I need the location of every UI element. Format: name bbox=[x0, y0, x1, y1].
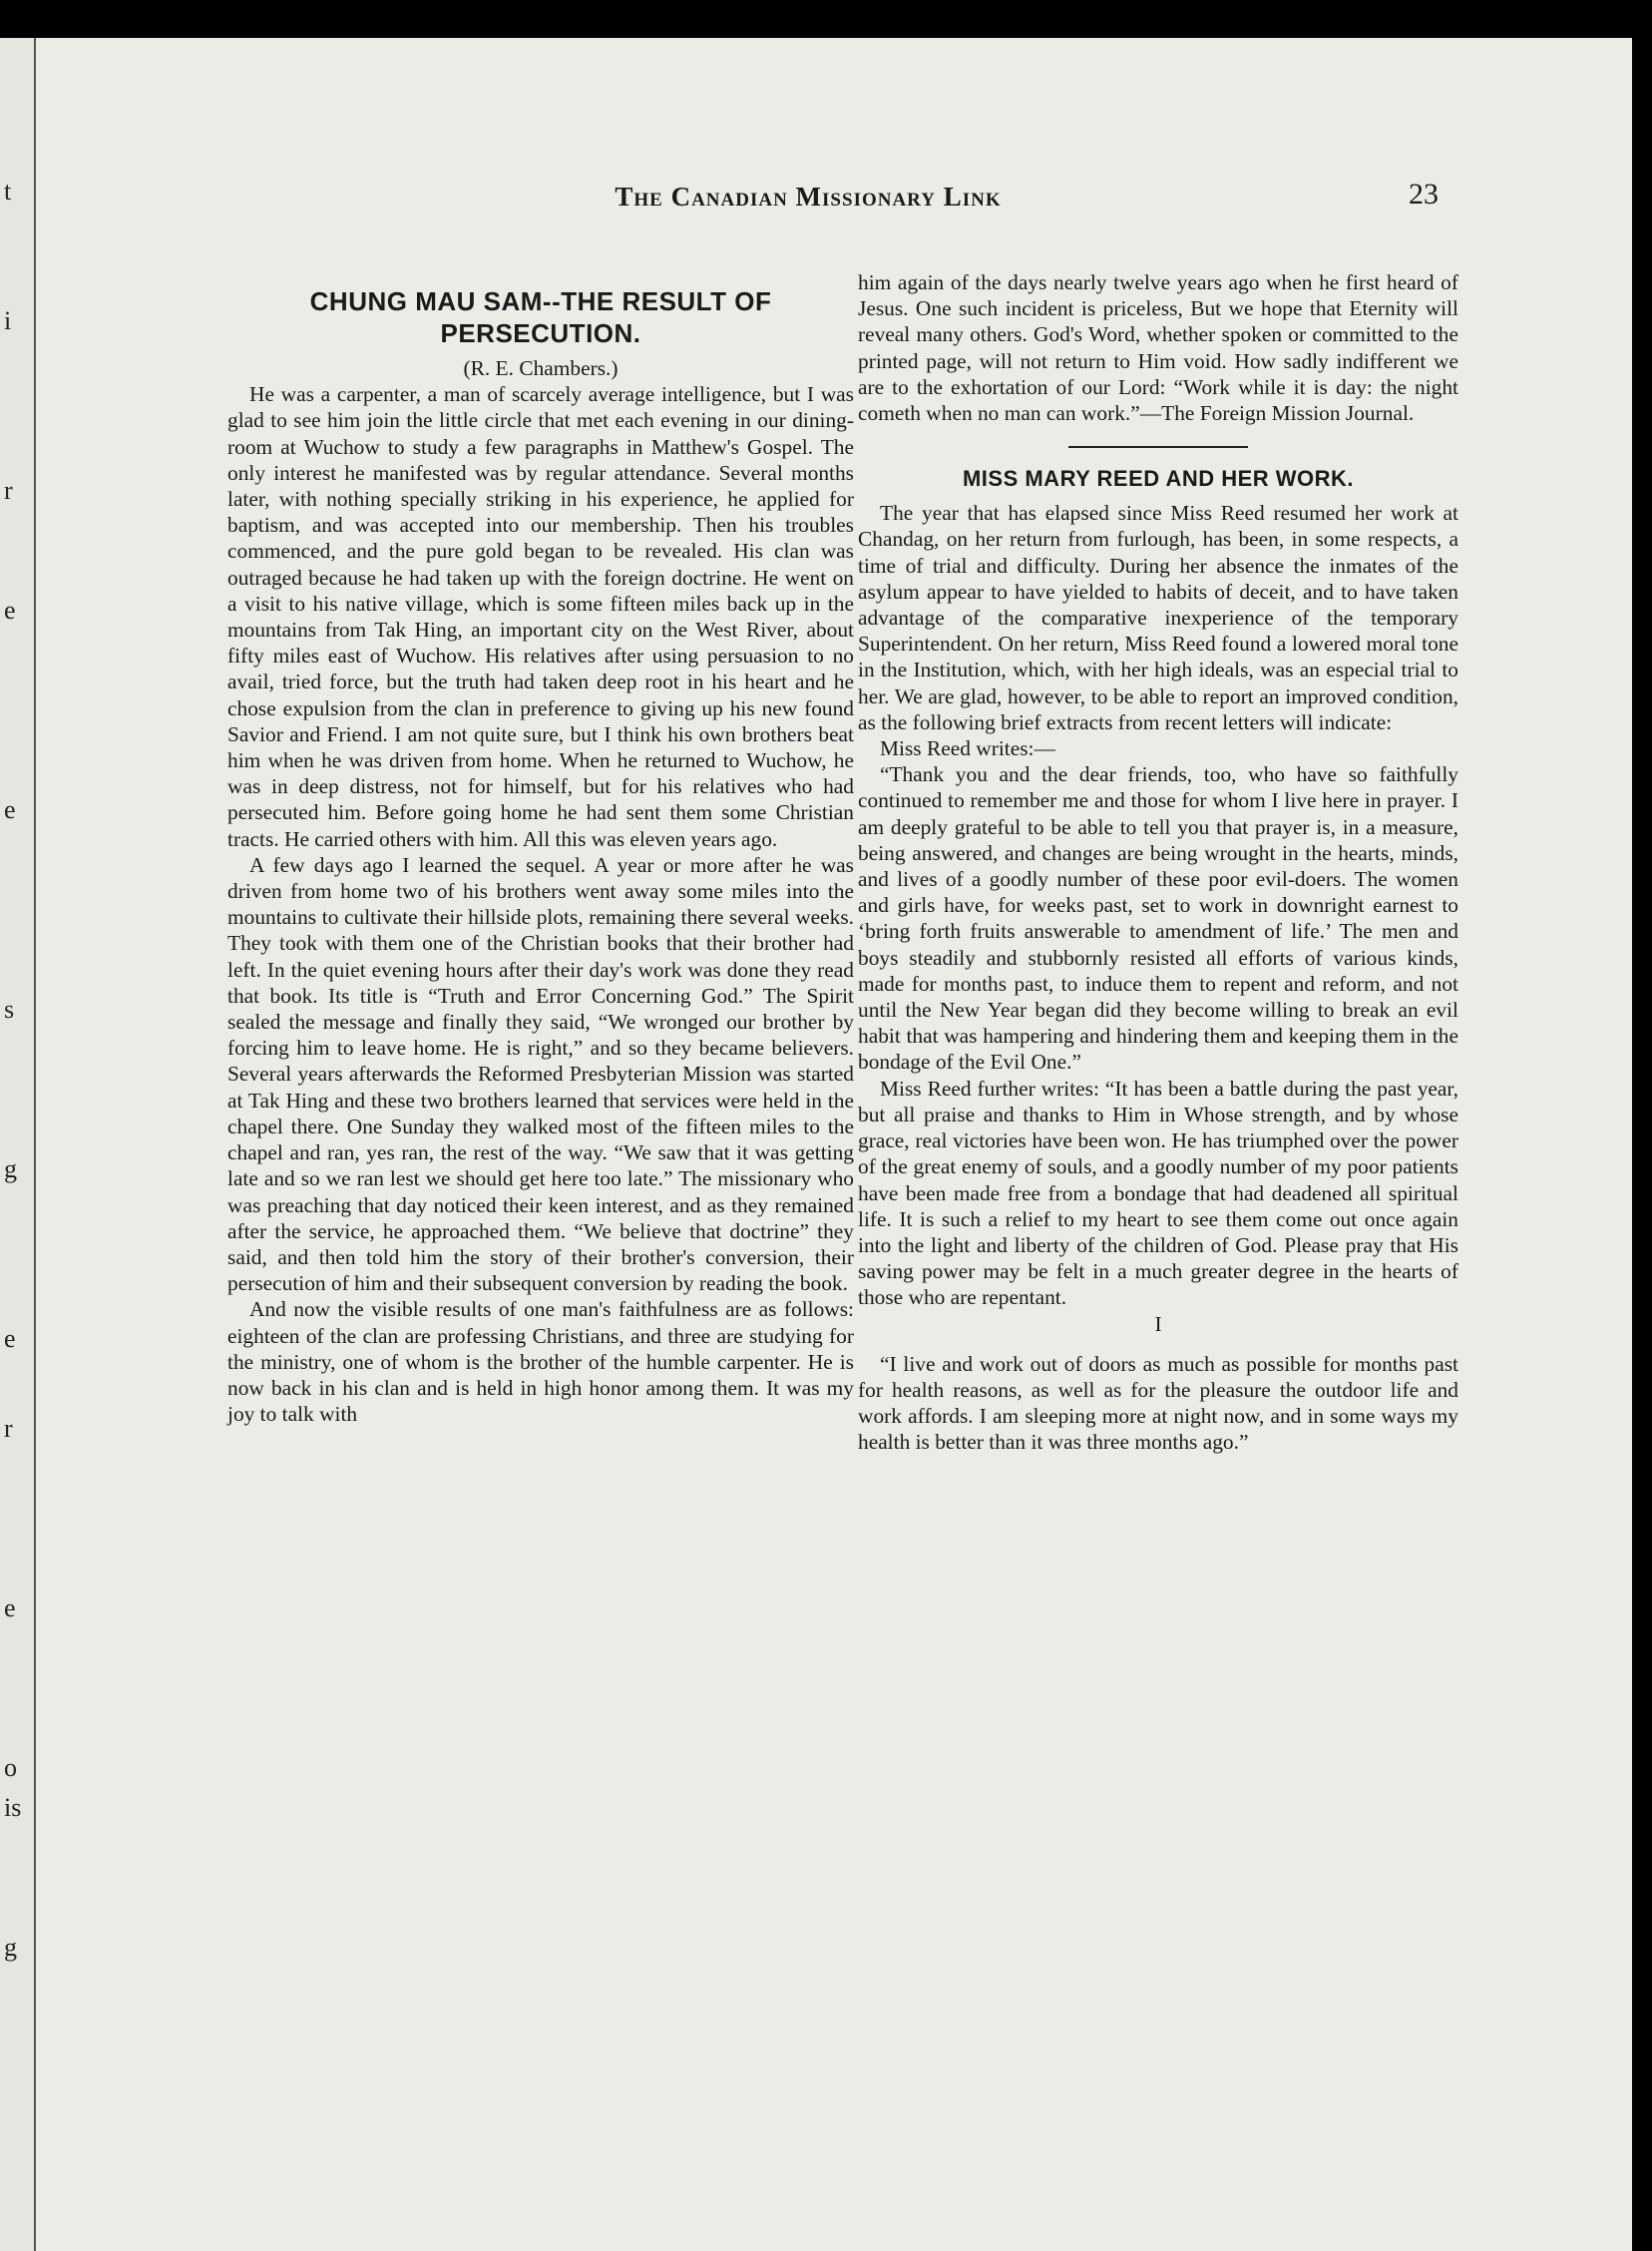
paragraph: He was a carpenter, a man of scarcely average intelligence, but I was glad to see him join the little circle that met each evening in our dining-room at Wuchow to study a few paragraphs in Matthew's Gospel. The only interest he manifested was by regular attendance. Several months later, with nothing specially striking in his experience, he applied for baptism, and was accepted into our membership. Then his troubles commenced, and the pure gold began to be revealed. His clan was outraged because he had taken up with the foreign doctrine. He went on a visit to his native village, which is some fifteen miles back up in the mountains from Tak Hing, an important city on the West River, about fifty miles east of Wuchow. His relatives after using persuasion to no avail, tried force, but the truth had taken deep root in his heart and he chose expulsion from the clan in preference to giving up his new found Savior and Friend. I am not quite sure, but I think his own brothers beat him when he was driven from home. When he returned to Wuchow, he was in deep distress, not for himself, but for his relatives who had persecuted him. Before going home he had sent them some Christian tracts. He carried others with him. All this was eleven years ago. bbox=[227, 382, 854, 851]
paragraph-continued: him again of the days nearly twelve years ago when he first heard of Jesus. One such incident is priceless, But we hope that Eternity will reveal many others. God's Word, whether spoken or committed to the printed page, will not return to Him void. How sadly indifferent we are to the exhortation of our Lord: “Work while it is day: the night cometh when no man can work.”—The Foreign Mission Journal. bbox=[858, 270, 1458, 426]
running-header: The Canadian Missionary Link bbox=[615, 182, 1002, 212]
section-divider bbox=[1068, 446, 1248, 448]
scanned-page bbox=[0, 38, 1632, 2251]
page-edge-fragment: s bbox=[4, 995, 15, 1024]
paragraph: “I live and work out of doors as much as possible for months past for health reasons, as well as for the pleasure the outdoor life and work affords. I am sleeping more at night now, and in some ways my health is better than it was three months ago.” bbox=[858, 1351, 1458, 1455]
spacer bbox=[858, 1337, 1458, 1351]
paragraph: And now the visible results of one man's faithfulness are as follows: eighteen of the clan are professing Christians, and three are studying for the ministry, one of whom is the brother of the humble carpenter. He is now back in his clan and is held in high honor among them. It was my joy to talk with bbox=[227, 1297, 854, 1427]
page-edge-fragment: g bbox=[4, 1933, 17, 1962]
paragraph: “Thank you and the dear friends, too, who have so faithfully continued to remember me and those for whom I live here in prayer. I am deeply grateful to be able to tell you that prayer is, in a measure, being answered, and changes are being wrought in the hearts, minds, and lives of a goodly number of these poor evil-doers. The women and girls have, for weeks past, set to work in downright earnest to ‘bring forth fruits answerable to amendment of life.’ The men and boys steadily and stubbornly resisted all efforts of various kinds, made for months past, to induce them to repent and reform, and not until the New Year began did they become willing to break an evil habit that was hampering and hindering them and keeping them in the bondage of the Evil One.” bbox=[858, 762, 1458, 1075]
page-edge-fragment: o bbox=[4, 1753, 17, 1782]
page-edge-fragment: is bbox=[4, 1793, 22, 1822]
right-column bbox=[858, 269, 1458, 1456]
previous-page-edge bbox=[0, 38, 36, 2251]
page-edge-fragment: r bbox=[4, 476, 13, 505]
left-column bbox=[227, 285, 854, 1427]
paragraph: Miss Reed further writes: “It has been a battle during the past year, but all praise and thanks to Him in Whose strength, and by whose grace, real victories have been won. He has triumphed over the power of the great enemy of souls, and a goodly number of my poor patients have been made free from a bondage that had deadened all spiritual life. It is such a relief to my heart to see them come out once again into the light and liberty of the children of God. Please pray that His saving power may be felt in a much greater degree in the hearts of those who are repentant. bbox=[858, 1076, 1458, 1310]
article-title: MISS MARY REED AND HER WORK. bbox=[962, 466, 1355, 492]
page-edge-fragment: i bbox=[4, 306, 12, 335]
page-number: 23 bbox=[1409, 178, 1439, 211]
section-mark: I bbox=[1154, 1311, 1162, 1336]
article-byline: (R. E. Chambers.) bbox=[463, 356, 619, 380]
page-edge-fragment: e bbox=[4, 795, 16, 824]
paragraph: A few days ago I learned the sequel. A year or more after he was driven from home two of his brothers went away some miles into the mountains to cultivate their hillside plots, remaining there several weeks. They took with them one of the Christian books that their brother had left. In the quiet evening hours after their day's work was done they read that book. Its title is “Truth and Error Concerning God.” The Spirit sealed the message and finally they said, “We wronged our brother by forcing him to leave home. He is right,” and so they became believers. Several years afterwards the Reformed Presbyterian Mission was started at Tak Hing and these two brothers learned that services were held in the chapel there. One Sunday they walked most of the fifteen miles to the chapel and ran, yes ran, the rest of the way. “We saw that it was getting late and so we ran lest we should get here too late.” The missionary who was preaching that day noticed their keen interest, and as they remained after the service, he approached them. “We believe that doctrine” they said, and then told him the story of their brother's conversion, their persecution of him and their subsequent conversion by reading the book. bbox=[227, 852, 854, 1296]
page-edge-fragment: t bbox=[4, 177, 12, 206]
page-edge-fragment: r bbox=[4, 1414, 13, 1443]
paragraph: The year that has elapsed since Miss Reed resumed her work at Chandag, on her return from furlough, has been, in some respects, a time of trial and difficulty. During her absence the inmates of the asylum appear to have yielded to habits of deceit, and to have taken advantage of the comparative inexperience of the temporary Superintendent. On her return, Miss Reed found a lowered moral tone in the Institution, which, with her high ideals, was an especial trial to her. We are glad, however, to be able to report an improved condition, as the following brief extracts from recent letters will indicate: bbox=[858, 501, 1458, 734]
article-title: CHUNG MAU SAM--THE RESULT OF PERSECUTION. bbox=[309, 286, 772, 348]
paragraph: Miss Reed writes:— bbox=[880, 736, 1055, 761]
page-edge-fragment: e bbox=[4, 596, 16, 625]
page-edge-fragment: e bbox=[4, 1324, 16, 1353]
page-edge-fragment: g bbox=[4, 1154, 17, 1183]
page-edge-fragment: e bbox=[4, 1593, 16, 1622]
